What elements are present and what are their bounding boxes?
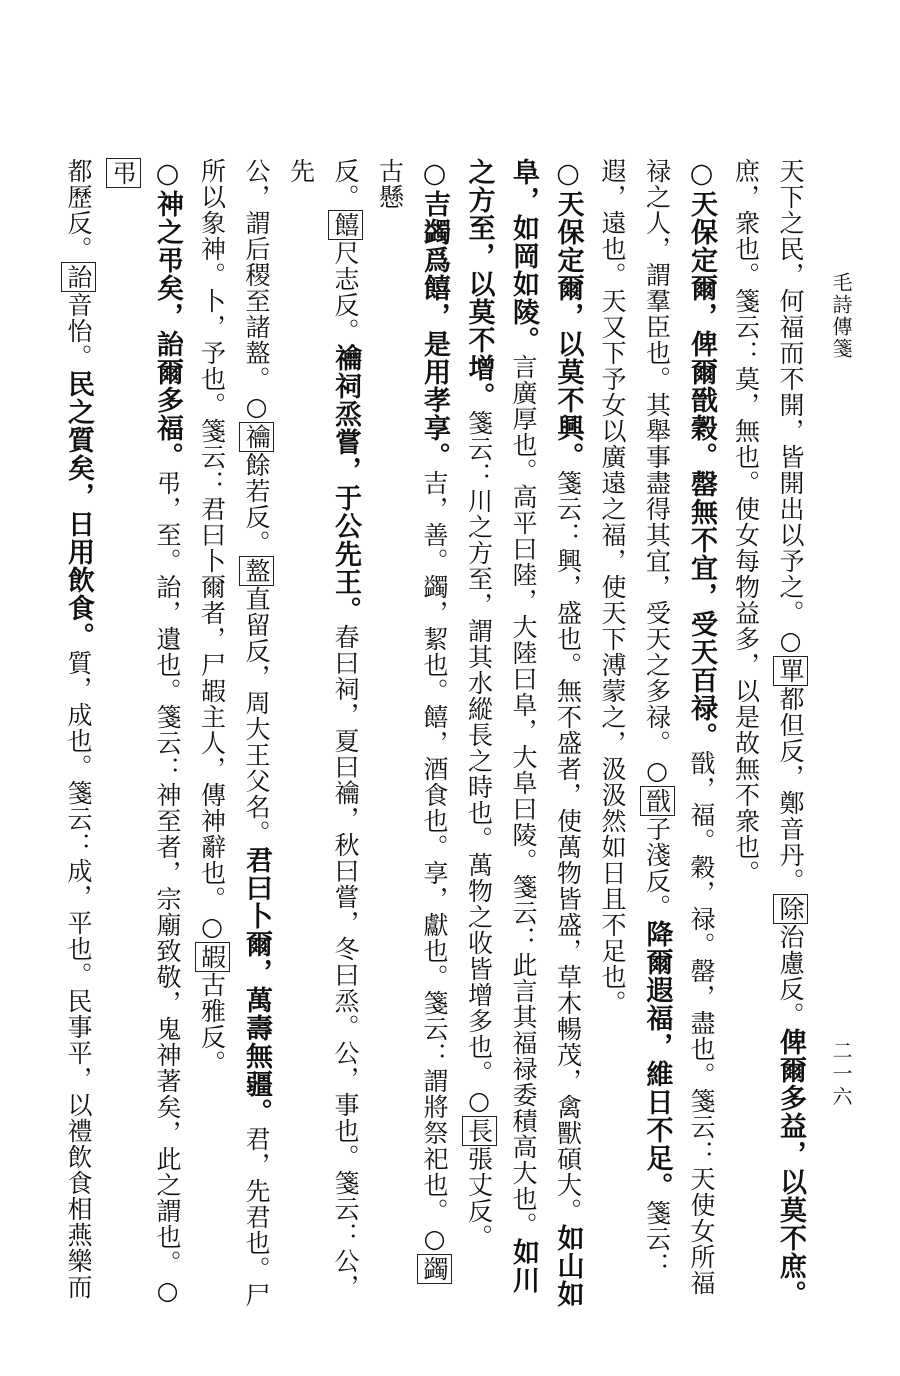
running-header-title: 毛詩傳箋 (829, 272, 853, 360)
text-column (723, 158, 768, 1308)
commentary-text: 餘若反。 (242, 452, 271, 556)
classic-text: 禴祠烝嘗，于公先王。 (330, 344, 361, 624)
text-column (590, 158, 635, 1308)
annotated-character: 詒 (61, 262, 96, 292)
text-column (56, 158, 101, 1308)
commentary-text: 周大王父名。 (242, 690, 271, 846)
commentary-text: 箋云：川之方至，謂其水縱長之時也。萬物之收皆增多也。○ (464, 410, 494, 1116)
classic-text: 如川 (508, 1238, 539, 1294)
classic-text: 阜，如岡如陵。 (508, 158, 539, 354)
classic-text: 罄無不宜，受天百禄。 (686, 470, 717, 750)
commentary-text: 戩，福。穀，禄。罄，盡也。箋云：天使女所福 (687, 750, 716, 1296)
text-column (367, 158, 456, 1308)
commentary-text: 古懸 (375, 158, 405, 210)
text-column (100, 158, 189, 1308)
page-number: 二一六 (829, 1040, 853, 1109)
commentary-text: 都但反，鄭音丹。 (776, 686, 805, 894)
commentary-text: 言廣厚也。高平曰陸，大陸曰阜，大阜曰陵。箋云：此言其福禄委積高大也。 (509, 354, 538, 1238)
text-column (278, 158, 367, 1308)
text-column (545, 158, 590, 1308)
text-column (768, 158, 813, 1308)
commentary-text: 禄之人，謂羣臣也。其舉事盡得其宜，受天之多禄。○ (642, 158, 672, 786)
annotated-character: 單 (773, 656, 808, 686)
annotated-character: 饎 (328, 210, 363, 240)
annotated-character: 除 (773, 894, 808, 924)
commentary-text: 子淺反。 (642, 816, 672, 920)
classic-text: 君曰卜爾，萬壽無疆。 (241, 846, 272, 1126)
classic-text: 如山如 (552, 1224, 584, 1308)
commentary-text: 天下之民，何福而不開，皆開出以予之。○ (776, 158, 805, 656)
commentary-text: 都歷反。 (64, 158, 93, 262)
commentary-text: 反。 (331, 158, 360, 210)
annotated-character: 嘏 (195, 942, 230, 972)
commentary-text: 君，先君也。尸 (242, 1126, 271, 1308)
annotated-character: 盩 (239, 556, 274, 586)
text-column (501, 158, 546, 1308)
classic-text: ○天保定爾，俾爾戩穀。 (686, 158, 717, 470)
commentary-text: 春曰祠，夏曰禴，秋曰嘗，冬曰烝。公，事也。箋云：公，先 (286, 158, 360, 1300)
text-column (189, 158, 234, 1308)
text-column (634, 158, 679, 1308)
annotated-character: 蠲 (417, 1254, 452, 1284)
commentary-text: 音怡。 (64, 292, 93, 370)
classic-text: 之方至，以莫不增。 (463, 158, 495, 410)
commentary-text: 吉，善。蠲，絜也。饎，酒食也。享，獻也。箋云：謂將祭祀也。○ (420, 470, 449, 1254)
commentary-text: 弔，至。詒，遺也。箋云：神至者，宗廟致敬，鬼神著矣，此之謂也。○ (153, 470, 182, 1306)
commentary-text: 箋云：興，盛也。無不盛者，使萬物皆盛，草木暢茂，禽獸碩大。 (553, 470, 583, 1224)
commentary-text: 所以象神。卜，予也。箋云：君曰卜爾者，尸嘏主人，傳神辭也。○ (197, 158, 227, 942)
annotated-character: 禴 (239, 422, 274, 452)
commentary-text: 公，謂后稷至諸盩。○ (242, 158, 271, 422)
commentary-text: 古雅反。 (197, 972, 227, 1076)
annotated-character: 弔 (106, 158, 141, 188)
classic-text: ○神之弔矣，詒爾多福。 (152, 158, 183, 470)
text-column (679, 158, 724, 1308)
commentary-text: 直留反， (242, 586, 271, 690)
text-column (234, 158, 279, 1308)
classic-text: 降爾遐福，維日不足。 (641, 920, 673, 1200)
commentary-text: 箋云： (642, 1200, 672, 1278)
commentary-text: 庶，衆也。箋云：莫，無也。使女每物益多，以是故無不衆也。 (731, 158, 761, 886)
commentary-text: 質，成也。箋云：成，平也。民事平，以禮飲食相燕樂而 (64, 650, 93, 1300)
annotated-character: 長 (462, 1116, 497, 1146)
classic-text: ○天保定爾，以莫不興。 (552, 158, 584, 470)
classic-text: 民之質矣，日用飲食。 (63, 370, 94, 650)
annotated-character: 戩 (640, 786, 675, 816)
classic-text: 俾爾多益，以莫不庶。 (775, 1028, 806, 1308)
commentary-text: 治慮反。 (776, 924, 805, 1028)
commentary-text: 尺志反。 (331, 240, 360, 344)
commentary-text: 張丈反。 (464, 1146, 494, 1250)
vertical-text-body (63, 158, 812, 1308)
text-column (456, 158, 501, 1308)
classic-text: ○吉蠲爲饎，是用孝享。 (419, 158, 450, 470)
commentary-text: 遐，遠也。天又下予女以廣遠之福，使天下溥蒙之，汲汲然如日且不足也。 (598, 158, 627, 1016)
